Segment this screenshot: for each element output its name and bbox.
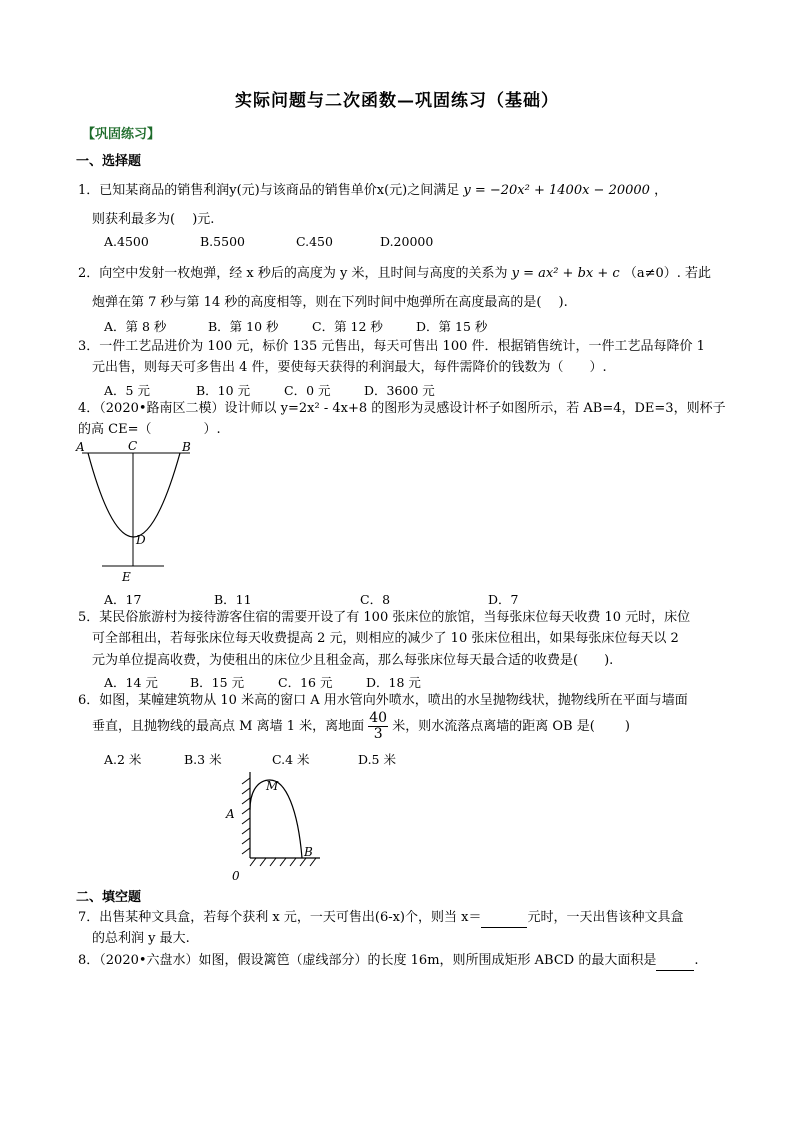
label-b: B <box>182 440 191 454</box>
q3-option-d[interactable]: D．3600 元 <box>364 383 435 398</box>
q8-end: . <box>694 953 699 968</box>
q5-option-b[interactable]: B．15 元 <box>190 675 245 690</box>
q1-comma: ， <box>654 183 668 198</box>
q8-text-a: 8．（2020•六盘水）如图，假设篱笆（虚线部分）的长度 16m，则所围成矩形 ABCD 的最大面积是 <box>78 953 657 968</box>
q5-line1: 5．某民俗旅游村为接待游客住宿的需要开设了有 100 张床位的旅馆，当每张床位每天收费 10 元时，床位 <box>78 610 691 625</box>
q6-option-d[interactable]: D.5 米 <box>358 752 396 767</box>
q4-line2: 的高 CE=（ ）. <box>78 422 221 437</box>
q5-option-d[interactable]: D．18 元 <box>366 675 421 690</box>
q3-option-b[interactable]: B．10 元 <box>196 383 251 398</box>
q2-line1 <box>78 265 711 283</box>
part1-heading: 一、选择题 <box>76 154 142 169</box>
q6-fraction <box>368 711 388 742</box>
label-o: 0 <box>232 869 240 883</box>
q3-options <box>104 381 435 399</box>
q6-option-c[interactable]: C.4 米 <box>272 752 310 767</box>
q2-cond: （a≠0）. 若此 <box>623 266 711 281</box>
part2-heading: 二、填空题 <box>76 890 142 905</box>
label-a: A <box>226 807 235 821</box>
q6-option-a[interactable]: A.2 米 <box>104 752 142 767</box>
q8-line1 <box>78 952 698 971</box>
q7-line2: 的总利润 y 最大. <box>92 931 190 946</box>
q4-options <box>104 590 518 608</box>
q5-option-a[interactable]: A．14 元 <box>104 675 158 690</box>
q3-line1: 3．一件工艺品进价为 100 元，标价 135 元售出，每天可售出 100 件．根据销售统计，一件工艺品每降价 1 <box>78 339 705 354</box>
q6-fraction-denominator: 3 <box>373 726 383 742</box>
q5-line2: 可全部租出，若每张床位每天收费提高 2 元，则相应的减少了 10 张床位租出，如果每张床位每天以 2 <box>92 631 679 646</box>
q6-text-b1: 垂直，且抛物线的最高点 M 离墙 1 米，离地面 <box>92 719 365 734</box>
q6-line1: 6．如图，某幢建筑物从 10 米高的窗口 A 用水管向外喷水，喷出的水呈抛物线状，抛物线所在平面与墙面 <box>78 693 688 708</box>
wall-hatch <box>242 778 250 854</box>
q5-option-c[interactable]: C．16 元 <box>278 675 333 690</box>
q2-option-a[interactable]: A．第 8 秒 <box>104 319 167 334</box>
q2-option-c[interactable]: C．第 12 秒 <box>312 319 383 334</box>
q4-option-d[interactable]: D．7 <box>488 592 519 607</box>
q2-line2: 炮弹在第 7 秒与第 14 秒的高度相等，则在下列时间中炮弹所在高度最高的是( ). <box>92 295 568 310</box>
q3-option-a[interactable]: A．5 元 <box>104 383 150 398</box>
q2-formula: y = ax² + bx + c <box>511 266 620 281</box>
q4-option-c[interactable]: C．8 <box>360 592 391 607</box>
cup-diagram <box>72 438 202 588</box>
label-m: M <box>266 779 279 793</box>
q6-text-b2: 米，则水流落点离墙的距离 OB 是( ) <box>392 719 630 734</box>
q6-options <box>104 750 396 768</box>
q1-option-d[interactable]: D.20000 <box>380 234 434 249</box>
q1-formula: y = −20x² + 1400x − 20000 <box>463 183 650 198</box>
q4-line1: 4．（2020•路南区二模）设计师以 y=2x² - 4x+8 的图形为灵感设计杯子如图所示，若 AB=4，DE=3，则杯子 <box>78 401 726 416</box>
q5-options <box>104 673 421 691</box>
q3-line2: 元出售，则每天可多售出 4 件，要使每天获得的利润最大，每件需降价的钱数为（ ）. <box>92 360 607 375</box>
q8-answer-blank[interactable] <box>656 952 694 971</box>
q7-text-a2: 元时，一天出售该种文具盒 <box>527 910 684 925</box>
q2-options <box>104 317 487 335</box>
q4-option-b[interactable]: B．11 <box>214 592 252 607</box>
q1-option-a[interactable]: A.4500 <box>104 234 149 249</box>
q1-option-b[interactable]: B.5500 <box>200 234 245 249</box>
page-title: 实际问题与二次函数—巩固练习（基础） <box>235 91 559 111</box>
section-tag: 【巩固练习】 <box>82 127 161 142</box>
q3-option-c[interactable]: C．0 元 <box>284 383 331 398</box>
q7-text-a1: 7．出售某种文具盒，若每个获利 x 元，一天可售出(6-x)个，则当 x＝ <box>78 910 482 925</box>
q1-options <box>104 234 433 249</box>
q7-line1 <box>78 909 684 928</box>
label-d: D <box>136 533 146 547</box>
label-e: E <box>122 570 131 584</box>
q1-text-a: 1．已知某商品的销售利润y(元)与该商品的销售单价x(元)之间满足 <box>78 183 460 198</box>
q1-line2: 则获利最多为( )元. <box>92 212 215 227</box>
q2-option-b[interactable]: B．第 10 秒 <box>208 319 279 334</box>
q6-fraction-numerator: 40 <box>369 710 388 726</box>
label-b: B <box>304 845 313 859</box>
ground-hatch <box>250 858 316 866</box>
q6-option-b[interactable]: B.3 米 <box>184 752 222 767</box>
label-c: C <box>128 439 138 453</box>
label-a: A <box>76 440 85 454</box>
q1-option-c[interactable]: C.450 <box>296 234 333 249</box>
q2-text-a: 2．向空中发射一枚炮弹，经 x 秒后的高度为 y 米，且时间与高度的关系为 <box>78 266 508 281</box>
fountain-diagram <box>220 770 330 885</box>
q5-line3: 元为单位提高收费，为使租出的床位少且租金高，那么每张床位每天最合适的收费是( ). <box>92 653 614 668</box>
q4-option-a[interactable]: A．17 <box>104 592 142 607</box>
q1-line1 <box>78 182 667 200</box>
q6-line2 <box>92 711 630 742</box>
q2-option-d[interactable]: D．第 15 秒 <box>416 319 488 334</box>
cup-parabola <box>88 453 180 537</box>
q7-answer-blank[interactable] <box>481 909 527 928</box>
